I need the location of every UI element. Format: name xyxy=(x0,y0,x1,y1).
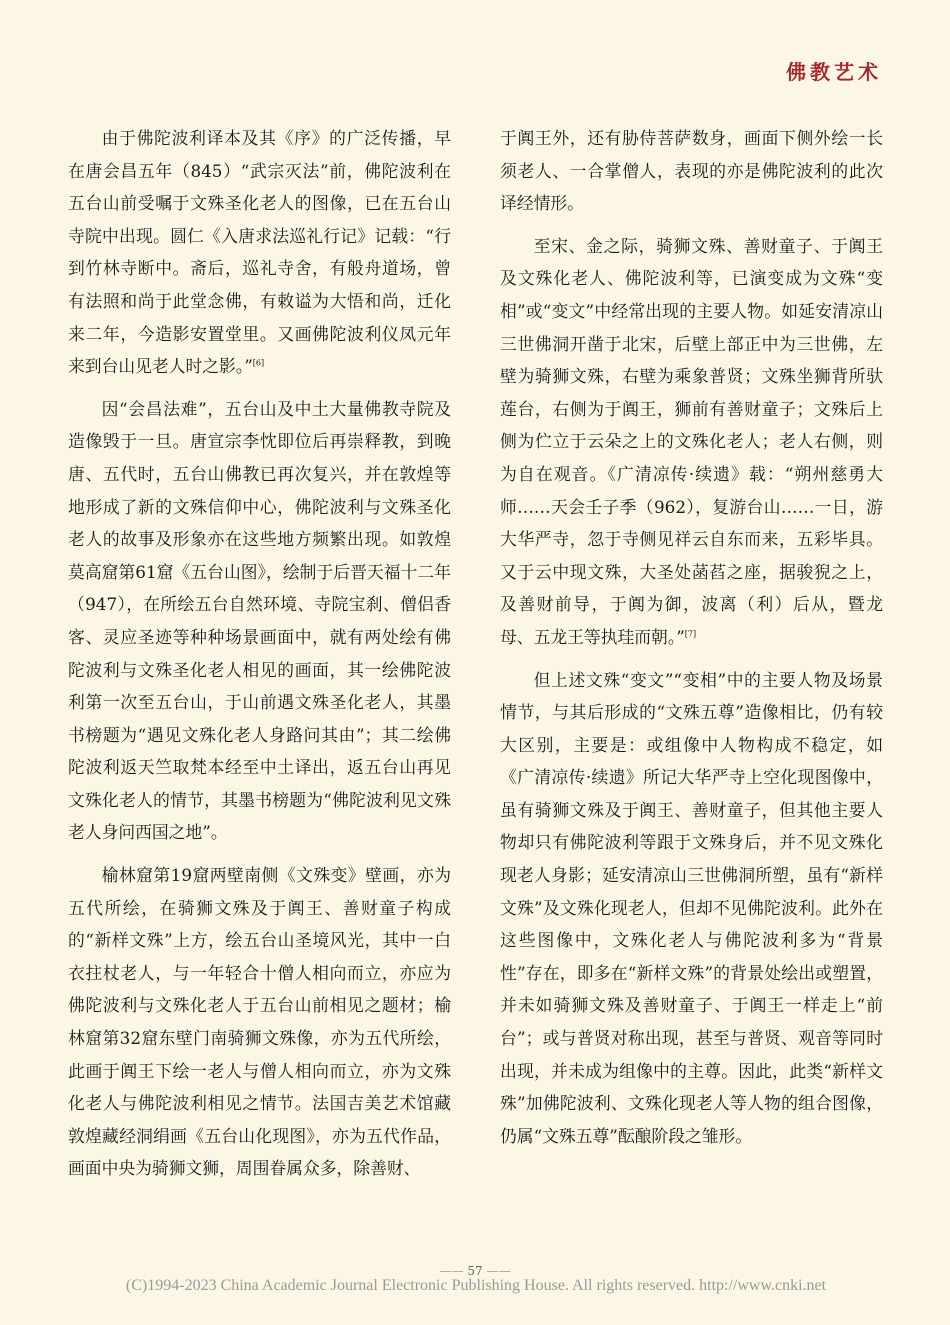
divider: —— xyxy=(439,1264,464,1278)
paragraph: 至宋、金之际，骑狮文殊、善财童子、于阗王及文殊化老人、佛陀波利等，已演变成为文殊“变相”或“变文”中经常出现的主要人物。如延安清凉山三世佛洞开凿于北宋，后壁上部正中为三世佛，左壁为骑狮文殊，右壁为乘象普贤；文殊坐狮背所驮莲台，右侧为于阗王，狮前有善财童子；文殊后上侧为伫立于云朵之上的文殊化老人；老人右侧，则为自在观音。《广清凉传·续遗》载：“朔州慈勇大师……天会壬子季（962），复游台山……一日，游大华严寺，忽于寺侧见祥云自东而来，五彩毕具。又于云中现文殊，大圣处菡萏之座，据骏猊之上，及善财前导，于阗为御，波离（利）后从，暨龙母、五龙王等执珪而朝。”[7] xyxy=(500,235,883,647)
paragraph-continued: 于阗王外，还有胁侍菩萨数身，画面下侧外绘一长须老人、一合掌僧人，表现的亦是佛陀波利的此次译经情形。 xyxy=(500,128,883,214)
paragraph: 但上述文殊“变文”“变相”中的主要人物及场景情节，与其后形成的“文殊五尊”造像相比，仍有较大区别，主要是：或组像中人物构成不稳定，如《广清凉传·续遗》所记大华严寺上空化现图像中，虽有骑狮文殊及于阗王、善财童子，但其他主要人物却只有佛陀波利等跟于文殊身后，并不见文殊化现老人身影；延安清凉山三世佛洞所塑，虽有“新样文殊”及文殊化现老人，但却不见佛陀波利。此外在这些图像中，文殊化老人与佛陀波利多为“背景性”存在，即多在“新样文殊”的背景处绘出或塑置，并未如骑狮文殊及善财童子、于阗王一样走上“前台”；或与普贤对称出现，甚至与普贤、观音等同时出现，并未成为组像中的主尊。因此，此类“新样文殊”加佛陀波利、文殊化现老人等人物的组合图像，仍属“文殊五尊”酝酿阶段之雏形。 xyxy=(500,669,883,1146)
right-column xyxy=(500,122,883,1152)
page-number xyxy=(0,1264,950,1278)
paragraph: 榆林窟第19窟两壁南侧《文殊变》壁画，亦为五代所绘，在骑狮文殊及于阗王、善财童子构成的“新样文殊”上方，绘五台山圣境风光，其中一白衣拄杖老人，与一年轻合十僧人相向而立，亦应为佛陀波利与文殊化老人于五台山前相见之题材；榆林窟第32窟东壁门南骑狮文殊像，亦为五代所绘，此画于阗王下绘一老人与僧人相向而立，亦为文殊化老人与佛陀波利相见之情节。法国吉美艺术馆藏敦煌藏经洞绢画《五台山化现图》，亦为五代作品，画面中央为骑狮文狮，周围眷属众多，除善财、 xyxy=(68,865,451,1179)
paragraph: 因“会昌法难”，五台山及中土大量佛教寺院及造像毁于一旦。唐宣宗李忱即位后再崇释教，到晚唐、五代时，五台山佛教已再次复兴，并在敦煌等地形成了新的文殊信仰中心，佛陀波利与文殊圣化老人的故事及形象亦在这些地方频繁出现。如敦煌莫高窟第61窟《五台山图》，绘制于后晋天福十二年（947），在所绘五台自然环境、寺院宝刹、僧侣香客、灵应圣迹等种种场景画面中，就有两处绘有佛陀波利与文殊圣化老人相见的画面，其一绘佛陀波利第一次至五台山，于山前遇文殊圣化老人，其墨书榜题为“遇见文殊化老人身路问其由”；其二绘佛陀波利返天竺取梵本经至中土译出，返五台山再见文殊化老人的情节，其墨书榜题为“佛陀波利见文殊老人身问西国之地”。 xyxy=(68,398,451,843)
divider: —— xyxy=(486,1264,511,1278)
journal-logo: 佛教艺术 xyxy=(786,60,882,84)
left-column xyxy=(68,122,451,1185)
paragraph: 由于佛陀波利译本及其《序》的广泛传播，早在唐会昌五年（845）“武宗灭法”前，佛陀波利在五台山前受嘱于文殊圣化老人的图像，已在五台山寺院中出现。圆仁《入唐求法巡礼行记》记载：“行到竹林寺断中。斋后，巡礼寺舍，有般舟道场，曾有法照和尚于此堂念佛，有敕谥为大悟和尚，迁化来二年，今造影安置堂里。又画佛陀波利仪凤元年来到台山见老人时之影。”[6] xyxy=(68,128,451,377)
footnote-ref[interactable]: [7] xyxy=(684,629,697,639)
page-number-value: 57 xyxy=(467,1264,483,1278)
footnote-ref[interactable]: [6] xyxy=(252,358,265,368)
copyright-notice: (C)1994-2023 China Academic Journal Electronic Publishing House. All rights reserved. http://www.cnki.net xyxy=(125,1277,827,1294)
